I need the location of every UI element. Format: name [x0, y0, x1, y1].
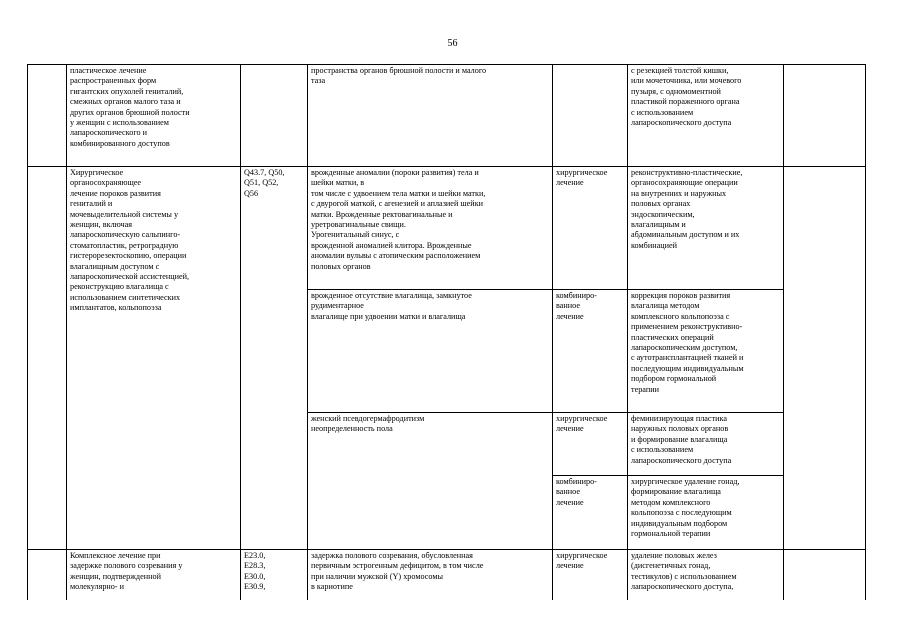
treatment-type-cell: комбиниро- ванное лечение [553, 476, 628, 550]
treatment-type-cell: хирургическое лечение [553, 167, 628, 290]
patient-model-cell: задержка полового созревания, обусловленная первичным эстрогенным дефицитом, в том числе при наличии мужской (Y) хромосомы в кариотипе [308, 550, 553, 600]
icd-codes-cell: E23.0, E28.3, E30.0, E30.9, [241, 550, 308, 600]
patient-model-cell: врожденное отсутствие влагалища, замкнутое рудиментарное влагалище при удвоении матки и влагалища [308, 290, 553, 413]
patient-model-cell: женский псевдогермафродитизм неопределенность пола [308, 413, 553, 550]
treatment-type-cell [553, 65, 628, 167]
cost-cell [784, 550, 866, 600]
treatment-type-cell: хирургическое лечение [553, 413, 628, 476]
page-number: 56 [447, 38, 458, 49]
icd-codes-cell [241, 65, 308, 167]
treatment-method-cell: хирургическое удаление гонад, формирование влагалища методом комплексного кольпопоэза с последующим индивидуальным подбором гормональной терапии [628, 476, 784, 550]
services-table [27, 64, 866, 600]
service-name-cell: пластическое лечение распространенных форм гигантских опухолей гениталий, смежных органов малого таза и других органов брюшной полости у женщин с использованием лапароскопического и комбинированного доступов [67, 65, 241, 167]
table-row [28, 65, 866, 167]
cost-cell [784, 167, 866, 550]
treatment-method-cell: феминизирующая пластика наружных половых органов и формирование влагалища с использованием лапароскопического доступа [628, 413, 784, 476]
service-name-cell: Комплексное лечение при задержке полового созревания у женщин, подтвержденной молекулярно- и [67, 550, 241, 600]
number-cell [28, 550, 67, 600]
patient-model-cell: врожденные аномалии (пороки развития) тела и шейки матки, в том числе с удвоением тела матки и шейки матки, с двурогой маткой, с агенезией и аплазией шейки матки. Врожденные ректовагинальные и уретровагинальные свищи. Урогенитальный синус, с врожденной аномалией клитора. Врожденные аномалии вульвы с атопическим расположением половых органов [308, 167, 553, 290]
treatment-type-cell: комбиниро- ванное лечение [553, 290, 628, 413]
treatment-method-cell: коррекция пороков развития влагалища методом комплексного кольпопоэза с применением реконструктивно- пластических операций лапароскопическим доступом, с аутотрансплантацией тканей и последующим индивидуальным подбором гормональной терапии [628, 290, 784, 413]
table-row [28, 550, 866, 600]
table-row [28, 167, 866, 290]
treatment-method-cell: удаление половых желез (дисгенетичных гонад, тестикулов) с использованием лапароскопического доступа, [628, 550, 784, 600]
treatment-method-cell: реконструктивно-пластические, органосохраняющие операции на внутренних и наружных половых органах эндоскопическим, влагалищным и абдоминальным доступом и их комбинацией [628, 167, 784, 290]
treatment-type-cell: хирургическое лечение [553, 550, 628, 600]
number-cell [28, 167, 67, 550]
service-name-cell: Хирургическое органосохраняющее лечение пороков развития гениталий и мочевыделительной системы у женщин, включая лапароскопическую сальпинго- стоматопластик, ретроградную гистерорезектоскопию, операции влагалищным доступом с лапароскопической ассистенцией, реконструкцию влагалища с использованием синтетических имплантатов, кольпопоэза [67, 167, 241, 550]
cost-cell [784, 65, 866, 167]
patient-model-cell: пространства органов брюшной полости и малого таза [308, 65, 553, 167]
icd-codes-cell: Q43.7, Q50, Q51, Q52, Q56 [241, 167, 308, 550]
number-cell [28, 65, 67, 167]
treatment-method-cell: с резекцией толстой кишки, или мочеточника, или мочевого пузыря, с одномоментной пластикой пораженного органа с использованием лапароскопического доступа [628, 65, 784, 167]
